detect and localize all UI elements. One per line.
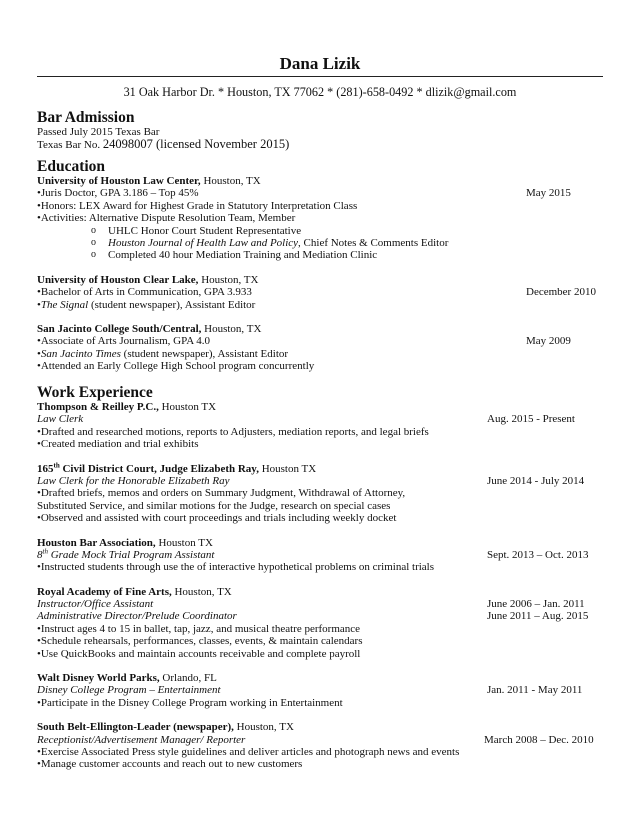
bullet-icon: •: [37, 212, 41, 225]
edu-uh-location: Houston, TX: [200, 175, 261, 187]
work-disney-date: Jan. 2011 - May 2011: [487, 684, 583, 697]
bullet-icon: •: [37, 347, 41, 360]
edu-sjc-early: •Attended an Early College High School program concurrently: [37, 360, 315, 373]
section-title-education: Education: [37, 158, 106, 175]
education-section: [37, 158, 603, 372]
edu-uhcl-degree: •Bachelor of Arts in Communication, GPA 3.933 December 2010: [37, 286, 596, 299]
edu-uh-degree: •Juris Doctor, GPA 3.186 – Top 45% May 2015: [37, 187, 571, 200]
bullet-icon: •: [37, 335, 41, 348]
bullet-icon: •: [37, 199, 41, 212]
bar-admission-section: [37, 109, 603, 151]
edu-uh-sub-2: o Houston Journal of Health Law and Policy, Chief Notes & Comments Editor: [91, 236, 449, 249]
work-royal-role1: Instructor/Office Assistant June 2006 – Jan. 2011: [37, 598, 585, 611]
work-southbelt-b1: •Exercise Associated Press style guidelines and deliver articles and photograph news and events: [37, 745, 460, 758]
edu-sjc-date: May 2009: [526, 335, 571, 348]
work-disney-header: Walt Disney World Parks, Orlando, FL: [37, 672, 217, 685]
edu-uhcl-date: December 2010: [526, 286, 596, 299]
bullet-icon: •: [37, 425, 41, 438]
edu-sjc-degree: •Associate of Arts Journalism, GPA 4.0 May 2009: [37, 335, 571, 348]
edu-uh-school: University of Houston Law Center,: [37, 175, 201, 187]
header-divider: [37, 76, 603, 77]
work-court-role: Law Clerk for the Honorable Elizabeth Ray June 2014 - July 2014: [37, 474, 585, 487]
edu-uh-header: [37, 175, 603, 187]
edu-uh-activities: •Activities: Alternative Dispute Resolution Team, Member: [37, 212, 296, 225]
bullet-icon: •: [37, 298, 41, 311]
work-disney-role: Disney College Program – Entertainment Jan. 2011 - May 2011: [37, 684, 583, 697]
bar-passed: Passed July 2015 Texas Bar: [37, 126, 160, 138]
bullet-icon: •: [37, 622, 41, 635]
contact-line: 31 Oak Harbor Dr. * Houston, TX 77062 * (281)-658-0492 * dlizik@gmail.com: [123, 85, 517, 99]
work-court-b1-cont: Substituted Service, and similar motions for the Judge, research on special cases: [37, 499, 391, 512]
edu-uh-sub-1: o UHLC Honor Court Student Representative: [91, 224, 302, 237]
work-court-date: June 2014 - July 2014: [487, 474, 585, 487]
work-royal-b3: •Use QuickBooks and maintain accounts receivable and complete payroll: [37, 647, 361, 660]
work-southbelt-b2: •Manage customer accounts and reach out to new customers: [37, 758, 303, 771]
section-title-work: Work Experience: [37, 384, 153, 401]
work-royal-role2: Administrative Director/Prelude Coordinator June 2011 – Aug. 2015: [37, 610, 589, 623]
edu-uh-date: May 2015: [526, 187, 571, 200]
work-royal-b2: •Schedule rehearsals, performances, classes, events, & maintain calendars: [37, 635, 363, 648]
work-disney-b1: •Participate in the Disney College Program working in Entertainment: [37, 696, 343, 709]
bullet-icon: •: [37, 696, 41, 709]
work-southbelt-date: March 2008 – Dec. 2010: [484, 733, 594, 746]
sub-bullet-icon: o: [91, 224, 96, 236]
work-thompson-b2: •Created mediation and trial exhibits: [37, 438, 199, 451]
edu-uh-honors: •Honors: LEX Award for Highest Grade in Statutory Interpretation Class: [37, 199, 358, 212]
work-royal-date1: June 2006 – Jan. 2011: [487, 598, 585, 611]
work-court-b1: •Drafted briefs, memos and orders on Summary Judgment, Withdrawal of Attorney,: [37, 487, 406, 500]
work-hba-b1: •Instructed students through use the of interactive hypothetical problems on criminal trials: [37, 561, 435, 574]
bar-licensed: (licensed November 2015): [152, 137, 290, 152]
work-southbelt-role: Receptionist/Advertisement Manager/ Reporter March 2008 – Dec. 2010: [37, 733, 594, 746]
work-hba-date: Sept. 2013 – Oct. 2013: [487, 548, 589, 561]
bar-number-prefix: Texas Bar No.: [37, 139, 103, 152]
candidate-name: Dana Lizik: [279, 54, 361, 73]
edu-sjc-header: San Jacinto College South/Central, Houston, TX: [37, 322, 262, 335]
edu-uhcl-signal: •The Signal (student newspaper), Assistant Editor: [37, 298, 256, 311]
bar-number-line: [37, 138, 603, 150]
work-royal-date2: June 2011 – Aug. 2015: [487, 610, 589, 623]
bullet-icon: •: [37, 758, 41, 771]
sub-bullet-icon: o: [91, 249, 96, 261]
work-hba-role: 8th Grade Mock Trial Program Assistant Sept. 2013 – Oct. 2013: [37, 547, 589, 561]
edu-uhcl-header: University of Houston Clear Lake, Houston, TX: [37, 273, 259, 286]
bullet-icon: •: [37, 745, 41, 758]
bullet-icon: •: [37, 561, 41, 574]
bullet-icon: •: [37, 487, 41, 500]
work-royal-b1: •Instruct ages 4 to 15 in ballet, tap, jazz, and musical theatre performance: [37, 622, 361, 635]
bullet-icon: •: [37, 360, 41, 373]
work-thompson-b1: •Drafted and researched motions, reports to Adjusters, mediation reports, and legal briefs: [37, 425, 429, 438]
bullet-icon: •: [37, 635, 41, 648]
bullet-icon: •: [37, 512, 41, 525]
work-thompson-date: Aug. 2015 - Present: [487, 413, 575, 426]
work-thompson-role: Law Clerk Aug. 2015 - Present: [37, 413, 575, 426]
work-hba-header: Houston Bar Association, Houston TX: [37, 536, 213, 549]
work-section: [37, 384, 603, 771]
bullet-icon: •: [37, 647, 41, 660]
work-royal-header: Royal Academy of Fine Arts, Houston, TX: [37, 585, 232, 598]
work-southbelt-header: South Belt-Ellington-Leader (newspaper), Houston, TX: [37, 721, 294, 734]
bullet-icon: •: [37, 438, 41, 451]
work-court-b2: •Observed and assisted with court proceedings and trials including weekly docket: [37, 512, 397, 525]
bullet-icon: •: [37, 187, 41, 200]
bar-number: 24098007: [102, 137, 153, 152]
edu-sjc-times: •San Jacinto Times (student newspaper), Assistant Editor: [37, 347, 289, 360]
work-court-header: 165th Civil District Court, Judge Elizabeth Ray, Houston TX: [37, 460, 317, 475]
section-title-bar: Bar Admission: [37, 109, 135, 126]
edu-uh-sub-3: o Completed 40 hour Mediation Training and Mediation Clinic: [91, 249, 378, 262]
bullet-icon: •: [37, 286, 41, 299]
sub-bullet-icon: o: [91, 236, 96, 248]
work-thompson-header: Thompson & Reilley P.C., Houston TX: [37, 401, 217, 413]
